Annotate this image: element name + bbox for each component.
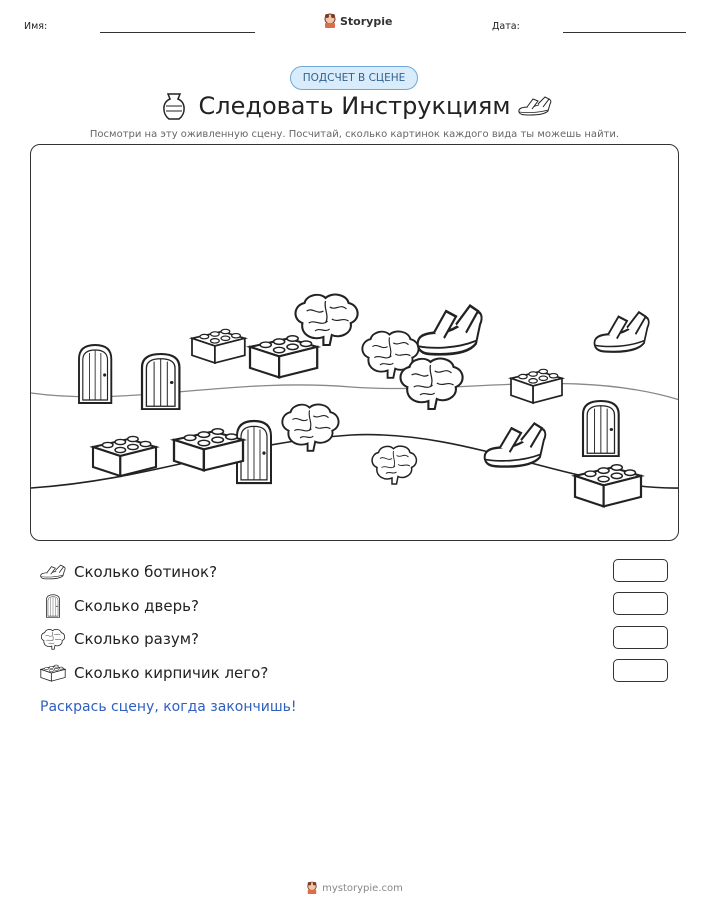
lego-item bbox=[93, 436, 156, 476]
question-text: Сколько разум? bbox=[74, 630, 199, 648]
question-lego bbox=[40, 660, 268, 686]
storypie-icon bbox=[323, 13, 337, 29]
question-text: Сколько дверь? bbox=[74, 597, 199, 615]
door-item bbox=[79, 345, 111, 403]
brain-item bbox=[295, 295, 357, 345]
brain-item bbox=[400, 359, 462, 409]
instructions: Посмотри на эту оживленную сцену. Посчитай, сколько картинок каждого вида ты можешь найти. bbox=[89, 129, 620, 140]
page-title: Следовать Инструкциям bbox=[198, 92, 511, 120]
counting-scene bbox=[30, 144, 679, 541]
question-doors bbox=[40, 593, 199, 619]
sandal-icon bbox=[518, 92, 552, 120]
answer-box-brains[interactable] bbox=[613, 626, 668, 649]
lego-item bbox=[250, 336, 317, 378]
storypie-icon bbox=[306, 881, 318, 895]
name-label: Имя: bbox=[24, 21, 48, 32]
question-text: Сколько кирпичик лего? bbox=[74, 664, 269, 682]
shoe-item bbox=[418, 306, 482, 355]
lego-item bbox=[192, 329, 245, 363]
question-brains bbox=[40, 626, 199, 652]
scene-illustration bbox=[31, 145, 679, 541]
footer bbox=[0, 881, 709, 895]
door-item bbox=[583, 401, 619, 456]
answer-box-lego[interactable] bbox=[613, 659, 668, 682]
lego-item bbox=[511, 369, 562, 403]
lego-item bbox=[575, 465, 641, 507]
brand-name: Storypie bbox=[340, 14, 393, 28]
shoe-item bbox=[594, 312, 648, 352]
question-text: Сколько ботинок? bbox=[74, 563, 218, 581]
answer-box-doors[interactable] bbox=[613, 592, 668, 615]
color-instruction: Раскрась сцену, когда закончишь! bbox=[40, 699, 297, 715]
brain-item bbox=[372, 446, 416, 484]
shoe-icon bbox=[40, 560, 66, 584]
category-badge: ПОДСЧЕТ В СЦЕНЕ bbox=[290, 66, 418, 90]
door-icon bbox=[40, 594, 66, 618]
lego-icon bbox=[40, 661, 66, 685]
brain-icon bbox=[40, 627, 66, 651]
door-item bbox=[142, 354, 179, 409]
question-shoes bbox=[40, 559, 217, 585]
date-field[interactable] bbox=[563, 32, 686, 33]
answer-box-shoes[interactable] bbox=[613, 559, 668, 582]
brain-item bbox=[282, 404, 338, 450]
shoe-item bbox=[485, 423, 546, 466]
date-label: Дата: bbox=[492, 21, 520, 32]
footer-url: mystorypie.com bbox=[322, 882, 403, 894]
lego-item bbox=[174, 429, 243, 471]
brand-logo bbox=[323, 13, 392, 29]
name-field[interactable] bbox=[100, 32, 255, 33]
